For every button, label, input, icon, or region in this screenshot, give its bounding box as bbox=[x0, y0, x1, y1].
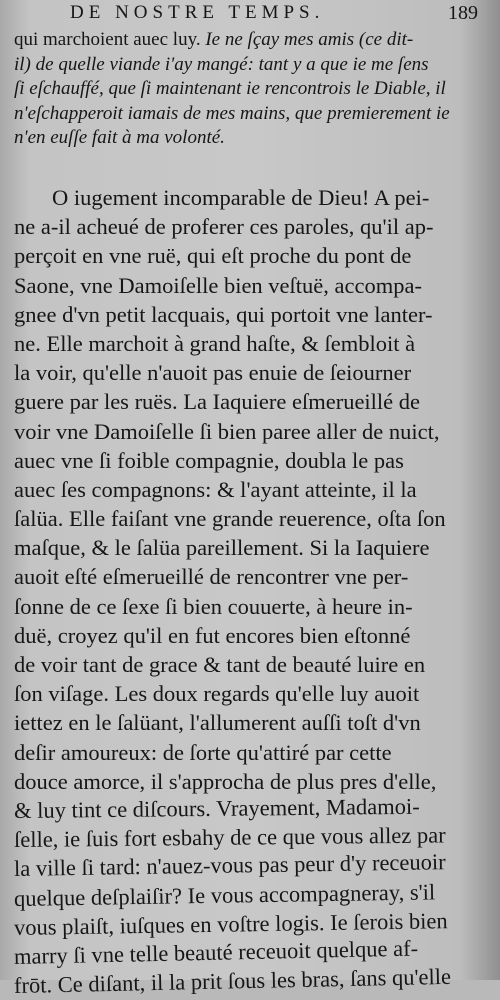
italic-text: Ie ne ſçay mes amis (ce dit- bbox=[200, 29, 414, 50]
text-line: quelque deſplaiſir? Ie vous accompagneray, s'il bbox=[13, 878, 436, 911]
speech-passage bbox=[14, 28, 484, 151]
text-line bbox=[14, 77, 484, 102]
text-line bbox=[14, 126, 484, 151]
text-line: frōt. Ce diſant, il la prit ſous les bras, ſans qu'elle bbox=[13, 963, 452, 999]
text-line: perçoit en vne ruë, qui eſt proche du pont de bbox=[14, 243, 412, 269]
text-line bbox=[14, 28, 484, 53]
text-line: ſelle, ie ſuis fort esbahy de ce que vous allez par bbox=[13, 822, 446, 853]
text-line: ſalüa. Elle faiſant vne grande reuerence, oſta ſon bbox=[14, 506, 446, 532]
text-line: O iugement incomparable de Dieu! A pei- bbox=[52, 185, 430, 210]
text-line: iettez en le ſalüant, l'allumerent auſſi toſt d'vn bbox=[14, 710, 421, 736]
text-line: deſir amoureux: de ſorte qu'attiré par cette bbox=[14, 739, 392, 765]
text-line: de voir tant de grace & tant de beauté luire en bbox=[14, 652, 426, 677]
text-line: ne. Elle marchoit à grand haſte, & ſembloit à bbox=[14, 330, 416, 356]
text-line: auec ſes compagnons: & l'ayant atteinte, il la bbox=[14, 476, 417, 502]
page-header bbox=[0, 0, 500, 28]
page-number: 189 bbox=[448, 2, 478, 24]
text-line: Saone, vne Damoiſelle bien veſtuë, accompa- bbox=[14, 272, 422, 298]
running-head: DE NOSTRE TEMPS. bbox=[70, 2, 325, 23]
text-line: maſque, & le ſalüa pareillement. Si la Iaquiere bbox=[14, 535, 430, 561]
text-line: duë, croyez qu'il en fut encores bien eſtonné bbox=[14, 622, 411, 648]
text-line: ſonne de ce ſexe ſi bien couuerte, à heure in- bbox=[14, 593, 413, 619]
narrative-paragraph bbox=[14, 183, 488, 1000]
text-line: auoit eſté eſmerueillé de rencontrer vne per- bbox=[14, 564, 409, 590]
text-line: & luy tint ce diſcours. Vrayement, Madamoi- bbox=[13, 793, 420, 823]
text-line: ne a-il acheué de proferer ces paroles, qu'il ap- bbox=[14, 214, 434, 240]
text-line: auec vne ſi foible compagnie, doubla le pas bbox=[14, 447, 404, 473]
italic-text: n'en euſſe fait à ma volonté. bbox=[14, 127, 225, 148]
text-line: vous plaiſt, iuſques en voſtre logis. Ie ſerois bien bbox=[13, 907, 448, 940]
text-line: guere par les ruës. La Iaquiere eſmerueillé de bbox=[14, 389, 421, 415]
text-line: ſon viſage. Les doux regards qu'elle luy auoit bbox=[14, 681, 420, 707]
text-line bbox=[14, 53, 484, 78]
text-line: la ville ſi tard: n'auez-vous pas peur d'y receuoir bbox=[13, 849, 446, 882]
text-line: la voir, qu'elle n'auoit pas enuie de ſeiourner bbox=[14, 360, 412, 386]
italic-text: n'eſchapperoit iamais de mes mains, que premierement ie bbox=[14, 102, 450, 124]
text-line: voir vne Damoiſelle ſi bien paree aller de nuict, bbox=[14, 418, 440, 444]
italic-text: il) de quelle viande i'ay mangé: tant y a que ie me ſens bbox=[14, 53, 429, 75]
roman-text: qui marchoient auec luy. bbox=[14, 29, 201, 50]
text-line bbox=[14, 102, 484, 127]
italic-text: ſi eſchauffé, que ſi maintenant ie rencontrois le Diable, il bbox=[14, 78, 446, 99]
text-line: marry ſi vne telle beauté receuoit quelque af- bbox=[13, 935, 419, 969]
text-line: douce amorce, il s'approcha de plus pres d'elle, bbox=[14, 768, 437, 794]
text-line: gnee d'vn petit lacquais, qui portoit vne lanter- bbox=[14, 301, 433, 327]
